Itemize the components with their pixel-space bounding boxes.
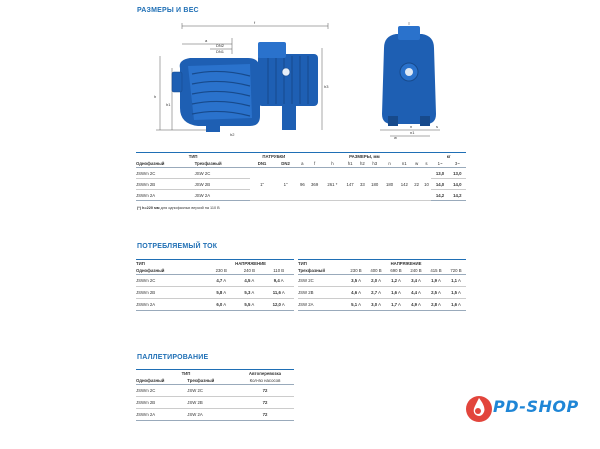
cur-r-r3-c4: 4,9 A [411, 302, 421, 307]
dim-w: 22 [412, 168, 422, 201]
cur-l-r3-c1: 6,0 A [216, 302, 227, 307]
dim-row3-single: JSWm 2A [136, 192, 156, 198]
dim-hdr-three: Трехфазный [194, 160, 222, 166]
cur-r-r3-c2: 3,0 A [371, 302, 381, 307]
cur-r-r3-c1: 5,1 A [351, 302, 361, 307]
dim-row1-kg1: 13,0 [431, 168, 448, 179]
current-single-table [136, 259, 294, 311]
cur-r-v3: 690 В [390, 267, 402, 273]
pal-r1-single: JSWm 2C [136, 385, 187, 397]
cur-l-r1-name: JSWm 2C [136, 275, 207, 287]
label-h3: h3 [324, 84, 329, 89]
dim-hdr-n: n [388, 160, 391, 166]
cur-l-voltage: НАПРЯЖЕНИЕ [235, 260, 267, 266]
pal-r3-three: JSW 2A [187, 412, 203, 417]
cur-r-r2-c2: 2,7 A [366, 287, 386, 299]
dim-hdr-single: Однофазный [136, 160, 165, 166]
dim-s: 10 [422, 168, 432, 201]
cur-r-r1-c3: 1,2 A [386, 275, 406, 287]
dim-hdr-n1: n1 [401, 160, 407, 166]
dim-h3: 180 [367, 168, 382, 201]
dim-row1-single: JSWm 2C [136, 168, 195, 179]
dim-row2-kg1: 14,0 [431, 179, 448, 190]
pal-qty: Кол-во насосов [249, 377, 281, 383]
cur-r-r1-c1: 3,5 A [346, 275, 366, 287]
current-three-table [298, 259, 466, 311]
dim-hdr-kg3: 3~ [454, 160, 460, 166]
label-a: a [205, 38, 208, 43]
pal-r2-three: JSW 2B [187, 397, 236, 409]
pal-r1-qty: 72 [236, 385, 294, 397]
label-n: n [410, 124, 413, 129]
pal-single: Однофазный [136, 377, 165, 383]
dim-row3-kg1: 14,2 [435, 192, 445, 198]
cur-l-r3-name: JSWm 2A [136, 302, 156, 307]
cur-r-v4: 240 В [410, 267, 422, 273]
cur-l-type: ТИП [136, 260, 145, 266]
pal-r3-single: JSWm 2A [136, 412, 156, 417]
cur-r-r2-name: JSW 2B [298, 287, 346, 299]
cur-r-voltage: НАПРЯЖЕНИЕ [390, 260, 422, 266]
cur-l-r1-c2: 4,5 A [235, 275, 263, 287]
cur-r-v5: 415 В [430, 267, 442, 273]
label-dn1: DN1 [216, 49, 225, 54]
dim-h1: 147 [343, 168, 358, 201]
dim-h2: 33 [358, 168, 368, 201]
note-rest: для однофазных версий на 110 В [159, 206, 220, 210]
cur-r-v1: 230 В [350, 267, 362, 273]
cur-r-r1-name: JSW 2C [298, 275, 346, 287]
pump-side-drawing [150, 18, 335, 140]
cur-l-v1: 230 В [215, 267, 227, 273]
dim-row1-three: JSW 2C [195, 168, 251, 179]
label-s: s [436, 124, 438, 129]
dim-f: 369 [307, 168, 322, 201]
cur-l-r2-c3: 11,6 A [263, 287, 294, 299]
pallet-table [136, 369, 294, 421]
dim-hdr-h2: h2 [360, 160, 365, 166]
cur-l-col1: Однофазный [136, 267, 165, 273]
pal-transport: Автоперевозка [248, 370, 282, 376]
dim-hdr-type: ТИП [188, 153, 198, 159]
label-n1: n1 [410, 130, 415, 135]
dim-dn1: 1" [250, 168, 274, 201]
pal-type: ТИП [181, 370, 191, 376]
dim-hdr-h: h [331, 160, 334, 166]
cur-r-r2-c1: 4,6 A [346, 287, 366, 299]
dim-h: 261 * [322, 168, 343, 201]
cur-l-r2-c2: 5,3 A [235, 287, 263, 299]
dim-hdr-kg1: 1~ [437, 160, 443, 166]
cur-l-r2-c1: 5,8 A [207, 287, 235, 299]
dim-hdr-ports: ПАТРУБКИ [262, 153, 286, 159]
cur-r-r1-c4: 3,4 A [406, 275, 426, 287]
dim-row2-three: JSW 2B [195, 179, 251, 190]
dim-hdr-s: s [425, 160, 428, 166]
cur-r-v6: 720 В [450, 267, 462, 273]
cur-l-r3-c2: 5,5 A [244, 302, 255, 307]
cur-r-r3-name: JSW 2A [298, 302, 314, 307]
dimensions-note [137, 206, 220, 210]
cur-l-v3: 110 В [273, 267, 285, 273]
cur-r-type: ТИП [298, 260, 307, 266]
note-bold: (*) h=220 мм [137, 206, 160, 210]
cur-l-r3-c3: 12,0 A [272, 302, 285, 307]
cur-r-r3-c3: 1,7 A [391, 302, 401, 307]
dim-dn2: 1" [274, 168, 298, 201]
dim-row2-kg3: 14,0 [449, 179, 466, 190]
label-dn2: DN2 [216, 43, 225, 48]
dim-a: 96 [297, 168, 307, 201]
dim-hdr-a: a [301, 160, 304, 166]
pal-r1-three: JSW 2C [187, 385, 236, 397]
label-h1: h1 [166, 102, 171, 107]
label-w: w [394, 135, 397, 140]
pal-r2-single: JSWm 2B [136, 397, 187, 409]
cur-r-r2-c5: 2,5 A [426, 287, 446, 299]
current-title: ПОТРЕБЛЯЕМЫЙ ТОК [137, 243, 218, 250]
dim-hdr-h3: h3 [372, 160, 378, 166]
dimensions-title: РАЗМЕРЫ И ВЕС [137, 7, 199, 14]
dim-row1-kg3: 13,0 [449, 168, 466, 179]
dim-hdr-kg: кг [446, 153, 451, 159]
label-f: f [254, 20, 256, 25]
cur-r-v2: 400 В [370, 267, 382, 273]
cur-r-r1-c6: 1,1 A [446, 275, 466, 287]
pal-r3-qty: 72 [262, 412, 268, 417]
label-h: h [154, 94, 157, 99]
pal-r2-qty: 72 [236, 397, 294, 409]
dim-hdr-f: f [314, 160, 316, 166]
dim-row3-three: JSW 2A [194, 192, 211, 198]
dimensions-table [136, 152, 466, 201]
dim-hdr-w: w [415, 160, 419, 166]
cur-l-r2-name: JSWm 2B [136, 287, 207, 299]
dim-row2-single: JSWm 2B [136, 179, 195, 190]
dim-hdr-h1: h1 [347, 160, 353, 166]
pal-three: Трехфазный [187, 377, 215, 383]
cur-r-r3-c5: 2,8 A [431, 302, 441, 307]
cur-r-r1-c2: 2,0 A [366, 275, 386, 287]
pump-front-drawing [370, 18, 448, 140]
pd-shop-logo-icon [464, 392, 494, 424]
dim-n: 180 [382, 168, 397, 201]
cur-r-col1: Трехфазный [298, 267, 325, 273]
cur-r-r1-c5: 1,9 A [426, 275, 446, 287]
cur-l-r1-c1: 4,7 A [207, 275, 235, 287]
dim-row3-kg3: 14,2 [453, 192, 462, 198]
cur-r-r3-c6: 1,6 A [451, 302, 461, 307]
dim-hdr-dn2: DN2 [281, 160, 290, 166]
dim-hdr-sizes: РАЗМЕРЫ, мм [349, 153, 380, 159]
dim-hdr-dn1: DN1 [257, 160, 267, 166]
pd-shop-logo-text: PD-SHOP [493, 397, 579, 416]
pallet-title: ПАЛЛЕТИРОВАНИЕ [137, 354, 209, 361]
cur-r-r2-c3: 1,6 A [386, 287, 406, 299]
dim-n1: 142 [397, 168, 412, 201]
label-h2: h2 [230, 132, 235, 137]
cur-l-r1-c3: 9,4 A [263, 275, 294, 287]
cur-r-r2-c4: 4,4 A [406, 287, 426, 299]
cur-r-r2-c6: 1,5 A [446, 287, 466, 299]
cur-l-v2: 240 В [243, 267, 255, 273]
